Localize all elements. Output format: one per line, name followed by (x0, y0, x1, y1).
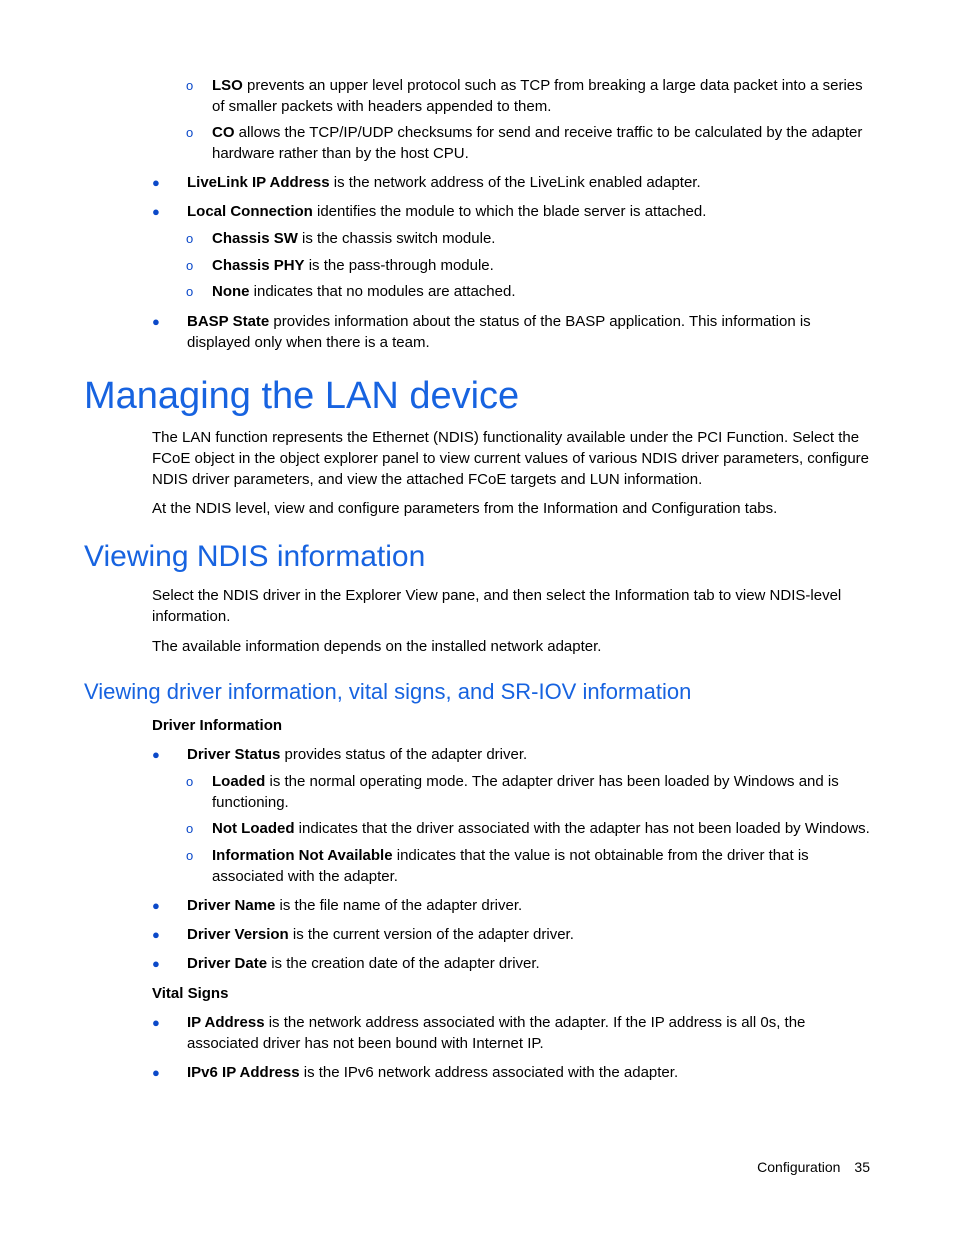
bullet-marker: ● (152, 927, 160, 942)
term: LiveLink IP Address (187, 174, 330, 191)
term: Local Connection (187, 203, 313, 220)
term: Driver Version (187, 926, 289, 943)
sub-bullet-marker: o (186, 284, 194, 299)
description: identifies the module to which the blade server is attached. (312, 203, 707, 220)
term: LSO (212, 77, 243, 94)
description: is the network address associated with the adapter. If the IP address is all 0s, the associated driver has not been bound with Internet IP. (187, 1014, 806, 1052)
description: indicates that the value is not obtainable from the driver that is associated with the adapter. (212, 847, 809, 885)
description: provides status of the adapter driver. (280, 746, 528, 763)
bullet-marker: ● (152, 314, 160, 329)
term: Driver Date (187, 955, 268, 972)
sub-bullet-marker: o (186, 258, 194, 273)
description: is the IPv6 network address associated with the adapter. (299, 1064, 679, 1081)
footer-section-name: Configuration (757, 1159, 841, 1175)
description: indicates that the driver associated with the adapter has not been loaded by Windows. (294, 820, 870, 837)
bullet-marker: ● (152, 747, 160, 762)
description: indicates that no modules are attached. (249, 283, 516, 300)
term: Chassis SW (212, 230, 298, 247)
page-footer (757, 1157, 870, 1178)
sub-bullet-marker: o (186, 821, 194, 836)
paragraph: The available information depends on the installed network adapter. (152, 638, 602, 655)
paragraph: At the NDIS level, view and configure parameters from the Information and Configuration tabs. (152, 500, 778, 517)
driver-information-label: Driver Information (152, 717, 283, 734)
description: is the pass-through module. (304, 257, 494, 274)
bullet-marker: ● (152, 204, 160, 219)
sub-bullet-marker: o (186, 125, 194, 140)
term: Driver Status (187, 746, 281, 763)
term: CO (212, 124, 235, 141)
sub-bullet-marker: o (186, 78, 194, 93)
term: None (212, 283, 250, 300)
bullet-marker: ● (152, 1015, 160, 1030)
term: Chassis PHY (212, 257, 305, 274)
term: Loaded (212, 773, 266, 790)
sub-bullet-marker: o (186, 848, 194, 863)
term: Information Not Available (212, 847, 393, 864)
vital-signs-label: Vital Signs (152, 985, 229, 1002)
description: is the normal operating mode. The adapter driver has been loaded by Windows and is functioning. (212, 773, 839, 811)
sub-bullet-marker: o (186, 231, 194, 246)
page-number: 35 (854, 1159, 870, 1175)
bullet-marker: ● (152, 1065, 160, 1080)
term: IP Address (187, 1014, 265, 1031)
section-heading-managing-lan: Managing the LAN device (84, 375, 520, 417)
section-heading-viewing-ndis: Viewing NDIS information (84, 540, 426, 573)
sub-bullet-marker: o (186, 774, 194, 789)
description: is the file name of the adapter driver. (275, 897, 523, 914)
section-heading-driver-info: Viewing driver information, vital signs, and SR-IOV information (84, 679, 692, 704)
term: Not Loaded (212, 820, 295, 837)
term: IPv6 IP Address (187, 1064, 300, 1081)
term: Driver Name (187, 897, 276, 914)
bullet-marker: ● (152, 956, 160, 971)
description: prevents an upper level protocol such as TCP from breaking a large data packet into a series of smaller packets with headers appended to them. (212, 77, 863, 115)
bullet-marker: ● (152, 175, 160, 190)
description: is the network address of the LiveLink enabled adapter. (329, 174, 701, 191)
paragraph: Select the NDIS driver in the Explorer View pane, and then select the Information tab to view NDIS-level information. (152, 587, 842, 625)
bullet-marker: ● (152, 898, 160, 913)
description: provides information about the status of the BASP application. This information is displayed only when there is a team. (187, 313, 811, 351)
description: is the creation date of the adapter driver. (267, 955, 540, 972)
description: allows the TCP/IP/UDP checksums for send and receive traffic to be calculated by the adapter hardware rather than by the host CPU. (212, 124, 863, 162)
description: is the current version of the adapter driver. (288, 926, 574, 943)
description: is the chassis switch module. (297, 230, 496, 247)
paragraph: The LAN function represents the Ethernet (NDIS) functionality available under the PCI Function. Select the FCoE object in the object explorer panel to view current values of various NDIS driver parameters, configure NDIS driver parameters, and view the attached FCoE targets and LUN information. (152, 429, 870, 488)
term: BASP State (187, 313, 270, 330)
